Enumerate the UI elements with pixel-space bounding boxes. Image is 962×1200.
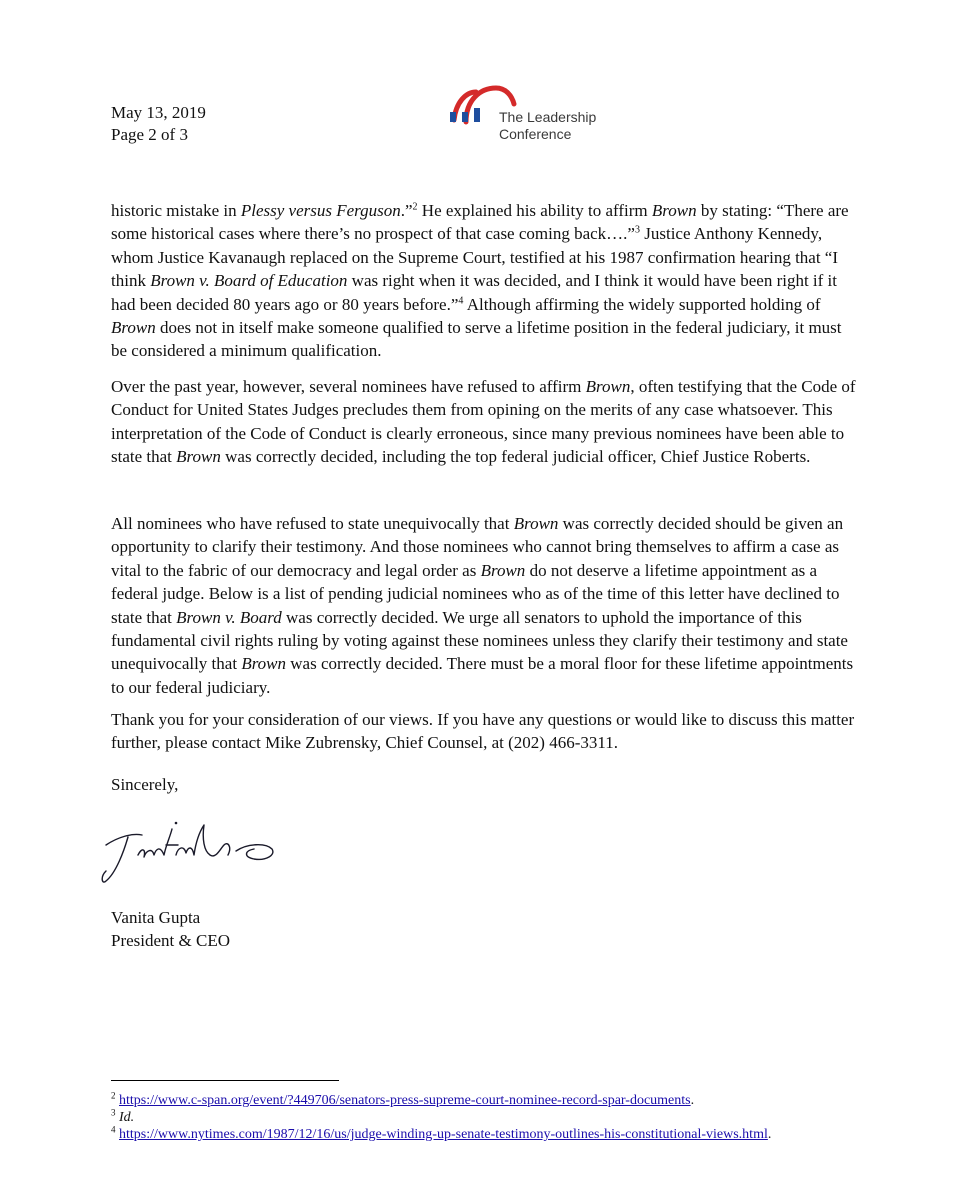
footnote-divider	[111, 1080, 339, 1081]
footnote-ref-4[interactable]: 4	[458, 294, 464, 306]
paragraph-2: Over the past year, however, several nominees have refused to affirm Brown, often testifying that the Code of Conduct for United States Judges precludes them from opining on the merits of any case whatsoever. This interpretation of the Code of Conduct is clearly erroneous, since many previous nominees have been able to state that Brown was correctly decided, including the top federal judicial officer, Chief Justice Roberts.	[111, 377, 856, 467]
logo-text-line1: The Leadership	[499, 109, 597, 125]
letter-date: May 13, 2019	[111, 103, 206, 122]
signer-title: President & CEO	[111, 931, 230, 950]
footnote-2: $^2$ https://www.c-span.org/event/?449706/senators-press-supreme-court-nominee-record-spar-documents.	[111, 1090, 695, 1108]
logo-blue-bar-3	[474, 108, 480, 122]
footnote-4-link[interactable]: https://www.nytimes.com/1987/12/16/us/judge-winding-up-senate-testimony-outlines-his-constitutional-views.html	[119, 1127, 768, 1142]
logo-blue-bar-2	[462, 112, 468, 122]
footnote-3: $^3$ Id.	[111, 1107, 135, 1125]
signature-image	[98, 815, 298, 890]
footnote-4: $^4$ https://www.nytimes.com/1987/12/16/us/judge-winding-up-senate-testimony-outlines-his-constitutional-views.html.	[111, 1124, 772, 1142]
logo-text-line2: Conference	[499, 126, 572, 142]
paragraph-3: All nominees who have refused to state unequivocally that Brown was correctly decided should be given an opportunity to clarify their testimony. And those nominees who cannot bring themselves to affirm a case as vital to the fabric of our democracy and legal order as Brown do not deserve a lifetime appointment as a federal judge. Below is a list of pending judicial nominees who as of the time of this letter have declined to state that Brown v. Board was correctly decided. We urge all senators to uphold the importance of this fundamental civil rights ruling by voting against these nominees unless they clarify their testimony and state unequivocally that Brown was correctly decided. There must be a moral floor for these lifetime appointments to our federal judiciary.	[111, 514, 854, 697]
closing: Sincerely,	[111, 775, 179, 794]
page-number: Page 2 of 3	[111, 125, 188, 144]
paragraph-4: Thank you for your consideration of our views. If you have any questions or would like to discuss this matter further, please contact Mike Zubrensky, Chief Counsel, at (202) 466-3311.	[111, 710, 855, 753]
logo-blue-bar-1	[450, 112, 456, 122]
footnote-ref-3[interactable]: 3	[634, 224, 640, 236]
footnote-2-link[interactable]: https://www.c-span.org/event/?449706/senators-press-supreme-court-nominee-record-spar-documents	[119, 1093, 691, 1108]
signer-name: Vanita Gupta	[111, 908, 201, 927]
footnote-ref-2[interactable]: 2	[412, 201, 418, 213]
paragraph-1: historic mistake in Plessy versus Ferguson.”$^2$ He explained his ability to affirm Brown by stating: “There are some historical cases where there’s no prospect of that case coming back….”$^3$ Justice Anthony Kennedy, whom Justice Kavanaugh replaced on the Supreme Court, testified at his 1987 confirmation hearing that “I think Brown v. Board of Education was right when it was decided, and I think it would have been right if it had been decided 80 years ago or 80 years before.”$^4$ Although affirming the widely supported holding of Brown does not in itself make someone qualified to serve a lifetime position in the federal judiciary, it must be considered a minimum qualification.	[111, 201, 849, 361]
